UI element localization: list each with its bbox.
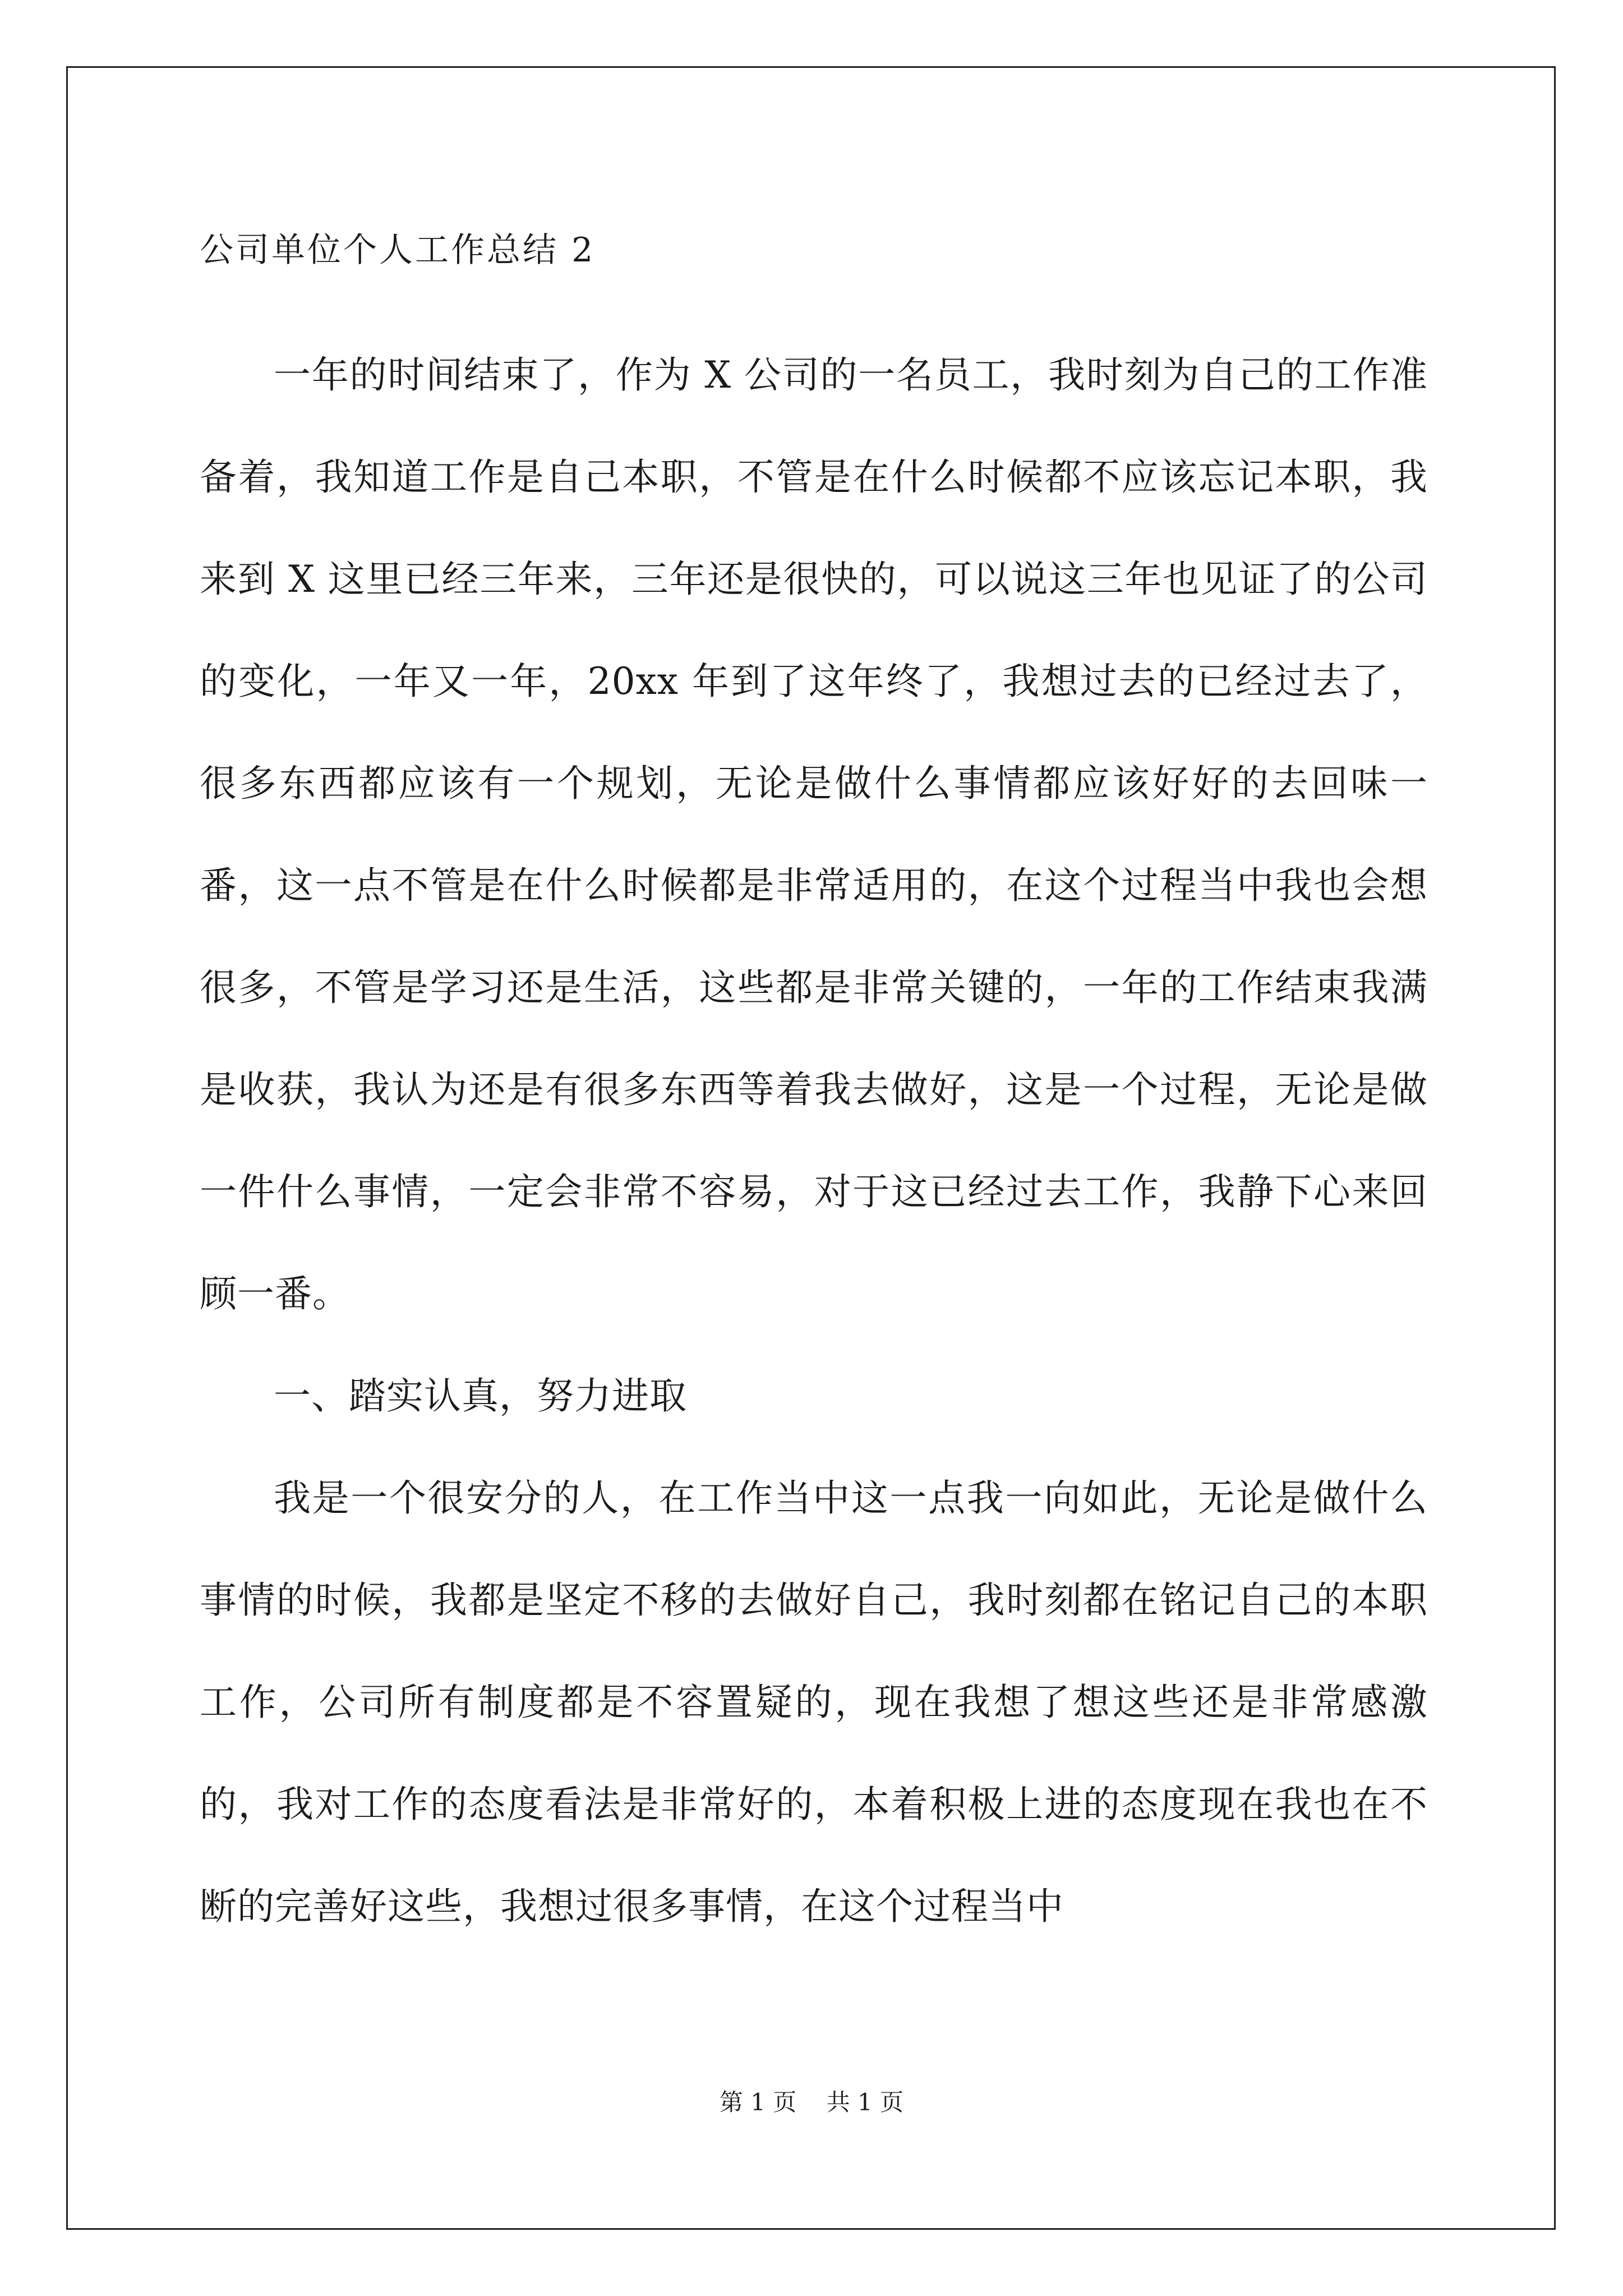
section-heading: 一、踏实认真，努力进取 [274,1374,687,1418]
document-title: 公司单位个人工作总结 2 [200,231,596,270]
section-paragraph: 我是一个很安分的人，在工作当中这一点我一向如此，无论是做什么事情的时候，我都是坚定不移的去做好自己，我时刻都在铭记自己的本职工作，公司所有制度都是不容置疑的，现在我想了想这些还是非常感激的，我对工作的态度看法是非常好的，本着积极上进的态度现在我也在不断的完善好这些，我想过很多事情，在这个过程当中 [200,1476,1428,1928]
document-body [200,222,1428,1958]
intro-paragraph: 一年的时间结束了，作为 X 公司的一名员工，我时刻为自己的工作准备着，我知道工作是自己本职，不管是在什么时候都不应该忘记本职，我来到 X 这里已经三年来，三年还是很快的，可以说这三年也见证了的公司的变化，一年又一年，20xx 年到了这年终了，我想过去的已经过去了，很多东西都应该有一个规划，无论是做什么事情都应该好好的去回味一番，这一点不管是在什么时候都是非常适用的，在这个过程当中我也会想很多，不管是学习还是生活，这些都是非常关键的，一年的工作结束我满是收获，我认为还是有很多东西等着我去做好，这是一个过程，无论是做一件什么事情，一定会非常不容易，对于这已经过去工作，我静下心来回顾一番。 [200,353,1428,1315]
page-footer: 第 1 页 共 1 页 [719,2088,904,2116]
